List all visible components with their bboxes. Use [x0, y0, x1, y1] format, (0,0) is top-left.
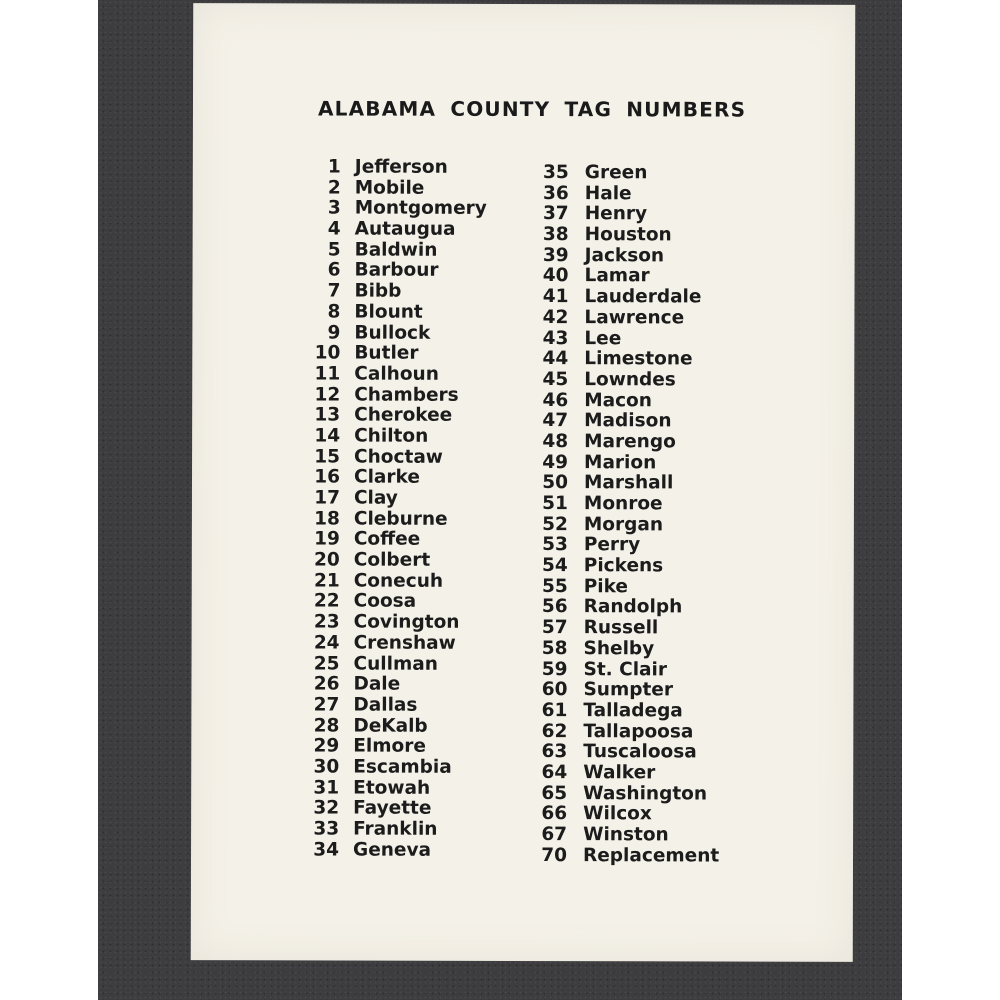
- county-name: Colbert: [353, 549, 431, 571]
- county-name: Escambia: [353, 756, 452, 778]
- county-name: Replacement: [582, 844, 720, 867]
- county-name: Coffee: [353, 528, 421, 551]
- county-entry: [301, 716, 485, 737]
- county-name: Morgan: [583, 513, 664, 536]
- tag-number: 4: [327, 218, 341, 240]
- tag-number: 55: [541, 575, 568, 597]
- county-entry: [533, 163, 721, 184]
- county-name: Chambers: [354, 384, 459, 406]
- county-name: Bullock: [354, 322, 431, 344]
- tag-number: 10: [314, 342, 341, 364]
- tag-number: 36: [542, 182, 569, 204]
- tag-number: 18: [314, 508, 340, 530]
- county-entry: [532, 370, 720, 391]
- tag-number: 70: [541, 844, 568, 866]
- county-name: Chilton: [354, 425, 429, 447]
- tag-number: 12: [314, 384, 341, 406]
- county-entry: [301, 675, 485, 696]
- tag-number: 27: [313, 694, 340, 716]
- county-name: Conecuh: [353, 570, 444, 592]
- tag-number: 54: [542, 555, 568, 577]
- county-name: Covington: [353, 611, 460, 633]
- tag-number: 40: [542, 265, 569, 287]
- county-entry: [302, 530, 486, 551]
- tag-number: 51: [542, 493, 568, 515]
- county-entry: [302, 509, 486, 530]
- tag-number: 48: [542, 430, 569, 453]
- county-entry: [303, 240, 487, 261]
- county-entry: [302, 406, 486, 427]
- county-name: Tallapoosa: [583, 720, 694, 743]
- tag-number: 31: [313, 777, 340, 799]
- tag-number: 26: [313, 673, 340, 695]
- county-name: Randolph: [583, 596, 683, 618]
- county-name: Cullman: [353, 653, 438, 675]
- county-name: Etowah: [353, 777, 431, 799]
- tag-number: 19: [314, 528, 340, 550]
- tag-number: 14: [314, 425, 341, 447]
- county-entry: [301, 819, 485, 840]
- tag-number: 25: [313, 652, 340, 675]
- county-entry: [302, 550, 486, 571]
- county-entry: [533, 225, 721, 246]
- county-entry: [302, 385, 486, 406]
- county-entry: [531, 784, 719, 805]
- county-entry: [303, 199, 487, 220]
- county-name: Perry: [583, 534, 641, 556]
- county-entry: [303, 261, 487, 282]
- county-name: Jackson: [584, 244, 665, 267]
- tag-number: 46: [542, 389, 569, 411]
- county-name: Clay: [353, 487, 398, 509]
- county-entry: [531, 701, 719, 722]
- county-name: Clarke: [353, 466, 420, 489]
- county-entry: [532, 597, 720, 618]
- tag-number: 60: [541, 679, 568, 701]
- county-name: Butler: [354, 342, 419, 364]
- tag-number: 7: [327, 280, 341, 302]
- right-county-column: [531, 163, 721, 867]
- tag-number: 57: [541, 617, 568, 639]
- county-entry: [531, 742, 719, 763]
- county-entry: [303, 219, 487, 240]
- county-name: Coosa: [353, 590, 417, 613]
- left-county-column: [301, 157, 487, 861]
- county-entry: [532, 391, 720, 412]
- tag-number: 61: [541, 699, 568, 721]
- tag-number-card: [191, 3, 856, 962]
- county-entry: [532, 287, 720, 308]
- county-name: Crenshaw: [353, 632, 456, 654]
- tag-number: 47: [542, 410, 569, 432]
- tag-number: 39: [542, 244, 569, 266]
- county-entry: [302, 282, 486, 303]
- county-entry: [302, 468, 486, 489]
- tag-number: 59: [541, 658, 568, 680]
- card-title: ALABAMA COUNTY TAG NUMBERS: [317, 96, 747, 122]
- county-entry: [302, 426, 486, 447]
- tag-number: 3: [327, 197, 341, 219]
- county-entry: [302, 571, 486, 592]
- county-entry: [301, 654, 485, 675]
- county-entry: [532, 432, 720, 453]
- tag-number: 53: [542, 534, 568, 556]
- tag-number: 33: [313, 818, 340, 840]
- county-name: Jefferson: [354, 156, 448, 178]
- county-entry: [301, 695, 485, 716]
- county-name: Elmore: [353, 735, 426, 757]
- county-name: Russell: [583, 617, 659, 639]
- tag-number: 16: [314, 466, 341, 488]
- tag-number: 2: [327, 177, 341, 199]
- tag-number: 9: [327, 321, 341, 344]
- county-name: Mobile: [354, 177, 425, 199]
- county-name: DeKalb: [353, 715, 428, 737]
- tag-number: 43: [542, 327, 569, 349]
- county-entry: [301, 737, 485, 758]
- county-entry: [532, 349, 720, 370]
- county-name: Calhoun: [354, 363, 439, 385]
- county-entry: [531, 804, 719, 825]
- tag-number: 62: [541, 720, 568, 742]
- county-name: St. Clair: [583, 658, 668, 680]
- tag-number: 21: [313, 570, 340, 592]
- tag-number: 28: [313, 715, 340, 737]
- county-entry: [302, 364, 486, 385]
- county-name: Madison: [584, 410, 672, 432]
- county-entry: [532, 618, 720, 639]
- county-name: Shelby: [583, 637, 655, 660]
- tag-number: 38: [542, 224, 569, 246]
- tag-number: 24: [313, 632, 340, 654]
- tag-number: 30: [313, 756, 340, 778]
- tag-number: 41: [542, 286, 569, 308]
- county-name: Blount: [354, 301, 423, 323]
- tag-number: 8: [327, 301, 341, 323]
- county-name: Houston: [584, 224, 672, 246]
- county-name: Pickens: [583, 555, 664, 577]
- tag-number: 32: [313, 797, 340, 819]
- county-name: Washington: [583, 782, 708, 805]
- tag-number: 49: [542, 451, 569, 473]
- county-entry: [532, 556, 720, 577]
- tag-number: 1: [327, 156, 341, 178]
- county-entry: [533, 266, 721, 287]
- county-entry: [302, 592, 486, 613]
- county-name: Bibb: [354, 280, 402, 302]
- county-entry: [303, 157, 487, 178]
- county-name: Pike: [583, 575, 629, 598]
- county-name: Lowndes: [584, 369, 676, 391]
- county-entry: [533, 246, 721, 267]
- county-name: Winston: [583, 824, 669, 846]
- county-entry: [301, 799, 485, 820]
- county-name: Walker: [583, 762, 656, 784]
- county-name: Dallas: [353, 694, 418, 716]
- county-name: Lee: [584, 327, 622, 349]
- county-name: Cleburne: [353, 508, 448, 530]
- tag-number: 6: [327, 259, 341, 281]
- county-entry: [532, 535, 720, 556]
- county-entry: [302, 613, 486, 634]
- county-name: Baldwin: [354, 239, 438, 261]
- county-name: Barbour: [354, 259, 439, 282]
- county-entry: [532, 329, 720, 350]
- county-entry: [532, 515, 720, 536]
- tag-number: 22: [313, 590, 340, 612]
- county-entry: [533, 184, 721, 205]
- county-entry: [532, 639, 720, 660]
- county-name: Marshall: [583, 472, 674, 494]
- tag-number: 58: [541, 637, 568, 659]
- tag-number: 64: [541, 761, 568, 784]
- county-entry: [532, 494, 720, 515]
- county-name: Monroe: [583, 493, 663, 515]
- tag-number: 20: [314, 549, 340, 571]
- county-entry: [301, 840, 485, 861]
- county-entry: [532, 453, 720, 474]
- county-entry: [302, 488, 486, 509]
- tag-number: 35: [543, 162, 569, 184]
- tag-number: 17: [314, 487, 340, 509]
- county-name: Lauderdale: [584, 286, 702, 308]
- tag-number: 67: [541, 824, 568, 846]
- tag-number: 50: [542, 472, 569, 494]
- county-name: Lawrence: [584, 306, 685, 329]
- county-entry: [532, 577, 720, 598]
- county-name: Tuscaloosa: [583, 741, 697, 763]
- county-name: Autaugua: [354, 218, 456, 240]
- tag-number: 34: [313, 839, 340, 861]
- county-name: Franklin: [353, 818, 438, 840]
- county-name: Green: [584, 162, 648, 184]
- county-entry: [302, 344, 486, 365]
- county-name: Marengo: [584, 431, 676, 453]
- tag-number: 66: [541, 803, 568, 825]
- county-name: Geneva: [353, 839, 432, 861]
- county-name: Wilcox: [583, 803, 652, 825]
- county-name: Montgomery: [354, 197, 487, 220]
- tag-number: 56: [541, 596, 568, 618]
- county-name: Hale: [584, 182, 632, 204]
- county-name: Sumpter: [583, 679, 674, 701]
- tag-number: 11: [314, 363, 341, 385]
- county-name: Henry: [584, 203, 648, 225]
- county-entry: [531, 660, 719, 681]
- county-entry: [533, 204, 721, 225]
- tag-number: 29: [313, 735, 340, 757]
- county-entry: [301, 778, 485, 799]
- county-entry: [302, 302, 486, 323]
- tag-number: 23: [313, 611, 340, 633]
- tag-number: 52: [542, 513, 568, 535]
- tag-number: 5: [327, 239, 341, 261]
- county-entry: [302, 323, 486, 344]
- county-name: Macon: [584, 389, 652, 411]
- county-entry: [302, 633, 486, 654]
- county-entry: [531, 722, 719, 743]
- county-entry: [532, 411, 720, 432]
- county-name: Choctaw: [354, 446, 443, 468]
- tag-number: 15: [314, 446, 341, 468]
- tag-number: 37: [542, 203, 569, 225]
- county-entry: [531, 680, 719, 701]
- county-entry: [532, 308, 720, 329]
- county-name: Fayette: [353, 797, 432, 820]
- county-entry: [301, 757, 485, 778]
- county-name: Limestone: [584, 348, 693, 370]
- county-name: Talladega: [583, 700, 683, 722]
- county-entry: [531, 763, 719, 784]
- tag-number: 13: [314, 404, 341, 426]
- tag-number: 42: [542, 306, 569, 328]
- county-entry: [302, 447, 486, 468]
- tag-number: 45: [542, 368, 569, 390]
- county-name: Dale: [353, 673, 401, 695]
- county-entry: [531, 846, 719, 867]
- county-entry: [531, 825, 719, 846]
- tag-number: 65: [541, 782, 568, 804]
- county-entry: [303, 178, 487, 199]
- tag-number: 63: [541, 741, 568, 763]
- tag-number: 44: [542, 348, 569, 370]
- county-entry: [532, 473, 720, 494]
- county-name: Cherokee: [354, 404, 453, 427]
- county-name: Marion: [584, 451, 657, 473]
- county-name: Lamar: [584, 265, 650, 287]
